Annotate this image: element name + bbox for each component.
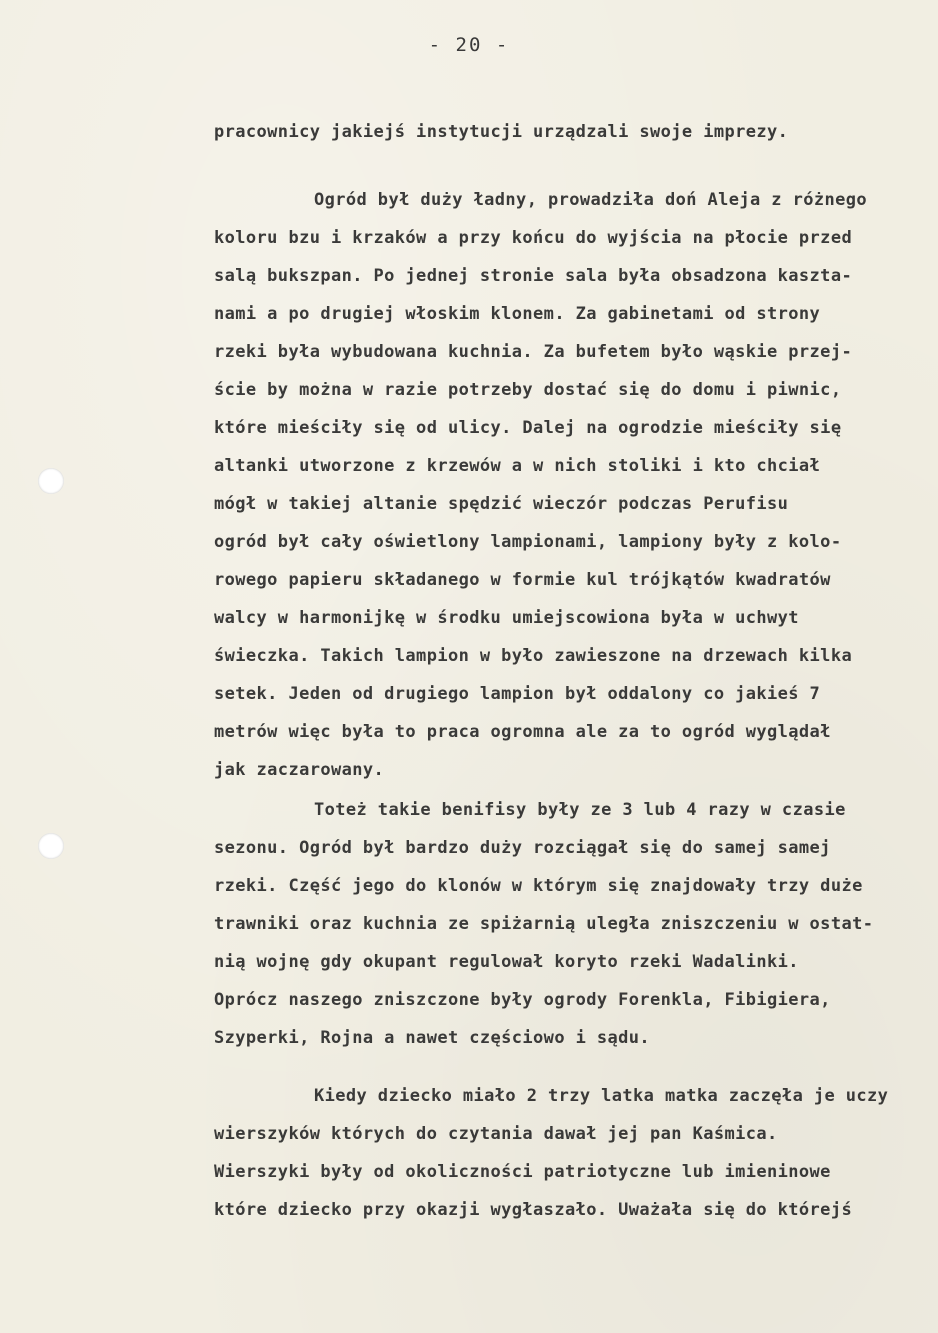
text-line: walcy w harmonijkę w środku umiejscowiona była w uchwyt xyxy=(214,608,799,628)
text-line: nią wojnę gdy okupant regulował koryto rzeki Wadalinki. xyxy=(214,952,799,972)
text-line: nami a po drugiej włoskim klonem. Za gabinetami od strony xyxy=(214,304,821,324)
text-line: rowego papieru składanego w formie kul trójkątów kwadratów xyxy=(214,570,831,590)
text-line: koloru bzu i krzaków a przy końcu do wyjścia na płocie przed xyxy=(214,228,853,248)
text-line: sezonu. Ogród był bardzo duży rozciągał się do samej samej xyxy=(214,838,831,858)
text-line: metrów więc była to praca ogromna ale za to ogród wyglądał xyxy=(214,722,831,742)
text-line: mógł w takiej altanie spędzić wieczór podczas Perufisu xyxy=(214,494,789,514)
text-line: Szyperki, Rojna a nawet częściowo i sądu. xyxy=(214,1028,651,1048)
text-line: świeczka. Takich lampion w było zawieszone na drzewach kilka xyxy=(214,646,853,666)
text-line: altanki utworzone z krzewów a w nich stoliki i kto chciał xyxy=(214,456,821,476)
text-line: wierszyków których do czytania dawał jej pan Kaśmica. xyxy=(214,1124,778,1144)
text-line: trawniki oraz kuchnia ze spiżarnią uległa zniszczeniu w ostat- xyxy=(214,914,874,934)
text-line: pracownicy jakiejś instytucji urządzali swoje imprezy. xyxy=(214,122,789,142)
punch-hole xyxy=(38,833,64,859)
text-line: jak zaczarowany. xyxy=(214,760,385,780)
text-line: ogród był cały oświetlony lampionami, lampiony były z kolo- xyxy=(214,532,842,552)
text-line: rzeki była wybudowana kuchnia. Za bufetem było wąskie przej- xyxy=(214,342,853,362)
text-line: które mieściły się od ulicy. Dalej na ogrodzie mieściły się xyxy=(214,418,842,438)
text-line: Ogród był duży ładny, prowadziła doń Aleja z różnego xyxy=(314,190,868,210)
text-line: ście by można w razie potrzeby dostać się do domu i piwnic, xyxy=(214,380,842,400)
text-line: które dziecko przy okazji wygłaszało. Uważała się do którejś xyxy=(214,1200,853,1220)
text-line: Toteż takie benifisy były ze 3 lub 4 razy w czasie xyxy=(314,800,846,820)
text-line: setek. Jeden od drugiego lampion był oddalony co jakieś 7 xyxy=(214,684,821,704)
text-line: Kiedy dziecko miało 2 trzy latka matka zaczęła je uczy xyxy=(314,1086,889,1106)
punch-hole xyxy=(38,468,64,494)
text-line: salą bukszpan. Po jednej stronie sala była obsadzona kaszta- xyxy=(214,266,853,286)
page-number: - 20 - xyxy=(428,34,510,56)
text-line: rzeki. Część jego do klonów w którym się znajdowały trzy duże xyxy=(214,876,863,896)
text-line: Oprócz naszego zniszczone były ogrody Forenkla, Fibigiera, xyxy=(214,990,831,1010)
text-line: Wierszyki były od okoliczności patriotyczne lub imieninowe xyxy=(214,1162,831,1182)
